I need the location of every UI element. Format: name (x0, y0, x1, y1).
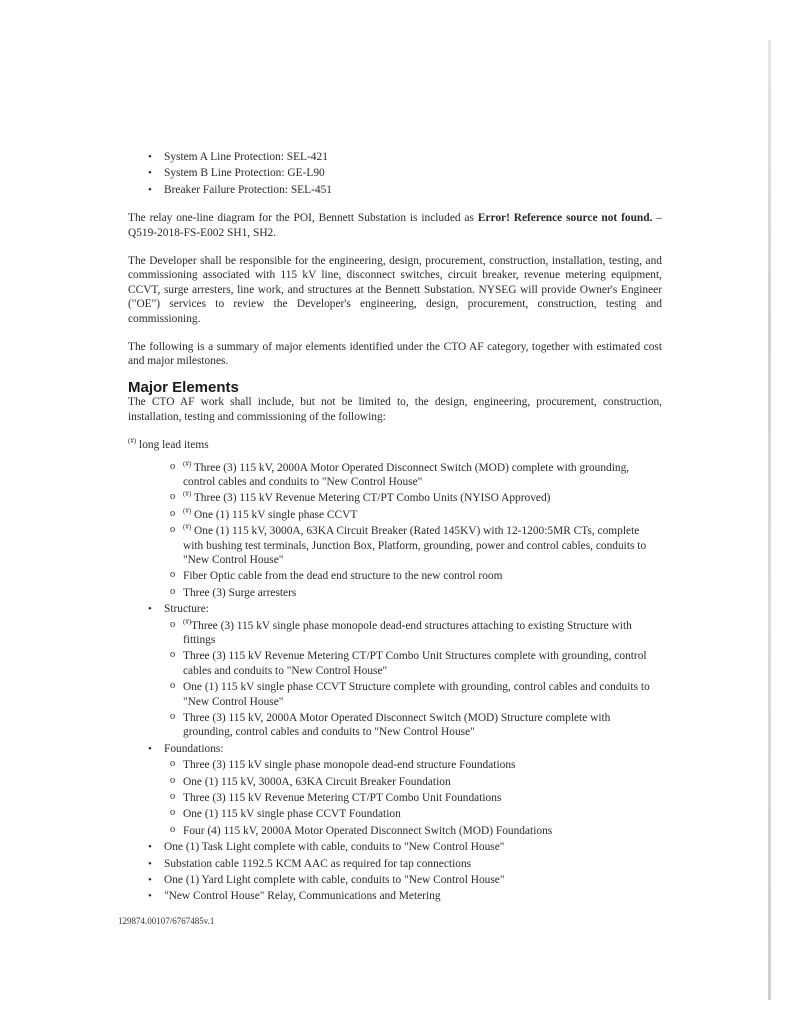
item-text: One (1) 115 kV single phase CCVT (194, 508, 358, 521)
item-text: One (1) 115 kV, 3000A, 63KA Circuit Breaker (Rated 145KV) with 12-1200:5MR CTs, complete with bushing test terminals, Junction Box, Platform, grounding, power and control cables, conduits to "New Control House" (183, 525, 647, 566)
scan-edge (768, 40, 771, 1000)
long-lead-item (128, 461, 662, 490)
long-lead-item (128, 524, 662, 567)
long-lead-mark: (#) (183, 459, 192, 468)
protection-item: • System A Line Protection: SEL-421 (146, 150, 662, 164)
structure-item: o Three (3) 115 kV Revenue Metering CT/PT Combo Unit Structures complete with grounding, control cables and conduits to "New Control House" (128, 649, 662, 678)
protection-item: • Breaker Failure Protection: SEL-451 (146, 183, 662, 197)
foundation-item: o Three (3) 115 kV single phase monopole dead-end structure Foundations (128, 758, 662, 772)
page-content (128, 150, 662, 906)
long-lead-legend (128, 438, 662, 452)
section-heading: Major Elements (128, 378, 239, 396)
long-lead-mark: (#) (128, 437, 137, 446)
foundation-item: o Three (3) 115 kV Revenue Metering CT/PT Combo Unit Foundations (128, 791, 662, 805)
final-item: • One (1) Yard Light complete with cable, conduits to "New Control House" (146, 873, 662, 887)
foundations-section (146, 742, 662, 756)
reference-error-text: Error! Reference source not found. (477, 212, 653, 225)
document-footer-id: 129874.00107/6767485v.1 (118, 916, 215, 926)
long-lead-list (128, 461, 662, 601)
structure-item (128, 619, 662, 648)
para1-ref: – Q519-2018-FS-E002 SH1, SH2. (128, 212, 662, 239)
relay-diagram-paragraph (128, 211, 662, 240)
final-list (146, 840, 662, 904)
structure-item: o One (1) 115 kV single phase CCVT Structure complete with grounding, control cables and conduits to "New Control House" (128, 680, 662, 709)
foundation-list (128, 758, 662, 838)
structure-list (128, 619, 662, 740)
scope-paragraph: The CTO AF work shall include, but not be limited to, the design, engineering, procurement, construction, installation, testing and commissioning of the following: (128, 396, 662, 423)
foundations-label: • Foundations: (146, 742, 662, 756)
item-text: Three (3) 115 kV single phase monopole dead-end structures attaching to existing Structure with fittings (183, 619, 632, 646)
long-lead-item: o Fiber Optic cable from the dead end structure to the new control room (128, 569, 662, 583)
foundation-item: o Four (4) 115 kV, 2000A Motor Operated Disconnect Switch (MOD) Foundations (128, 824, 662, 838)
summary-paragraph: The following is a summary of major elements identified under the CTO AF category, together with estimated cost and major milestones. (128, 341, 662, 368)
foundation-item: o One (1) 115 kV, 3000A, 63KA Circuit Breaker Foundation (128, 775, 662, 789)
developer-paragraph: The Developer shall be responsible for the engineering, design, procurement, construction, installation, testing, and commissioning associated with 115 kV line, disconnect switches, circuit breaker, revenue metering equipment, CCVT, surge arresters, line work, and structures at the Bennett Substation. NYSEG will provide Owner's Engineer ("OE") services to review the Developer's engineering, design, procurement, construction, testing and commissioning. (128, 255, 662, 325)
protection-list (146, 150, 662, 197)
long-lead-item (128, 491, 662, 505)
foundation-item: o One (1) 115 kV single phase CCVT Foundation (128, 807, 662, 821)
protection-item: • System B Line Protection: GE-L90 (146, 166, 662, 180)
final-item: • One (1) Task Light complete with cable, conduits to "New Control House" (146, 840, 662, 854)
structure-label: • Structure: (146, 602, 662, 616)
final-item: • Substation cable 1192.5 KCM AAC as required for tap connections (146, 857, 662, 871)
long-lead-label: long lead items (139, 439, 209, 452)
structure-section (146, 602, 662, 616)
long-lead-mark: (#) (183, 617, 192, 626)
para1-text: The relay one-line diagram for the POI, Bennett Substation is included as (128, 212, 478, 225)
item-text: Three (3) 115 kV, 2000A Motor Operated Disconnect Switch (MOD) complete with grounding, control cables and conduits to "New Control House" (183, 461, 630, 488)
long-lead-mark: (#) (183, 490, 192, 499)
long-lead-mark: (#) (183, 523, 192, 532)
long-lead-item (128, 508, 662, 522)
item-text: Three (3) 115 kV Revenue Metering CT/PT Combo Units (NYISO Approved) (193, 492, 551, 505)
final-item: • "New Control House" Relay, Communications and Metering (146, 889, 662, 903)
long-lead-item: o Three (3) Surge arresters (128, 586, 662, 600)
long-lead-mark: (#) (183, 506, 192, 515)
structure-item: o Three (3) 115 kV, 2000A Motor Operated Disconnect Switch (MOD) Structure complete with grounding, control cables and conduits to "New Control House" (128, 711, 662, 740)
